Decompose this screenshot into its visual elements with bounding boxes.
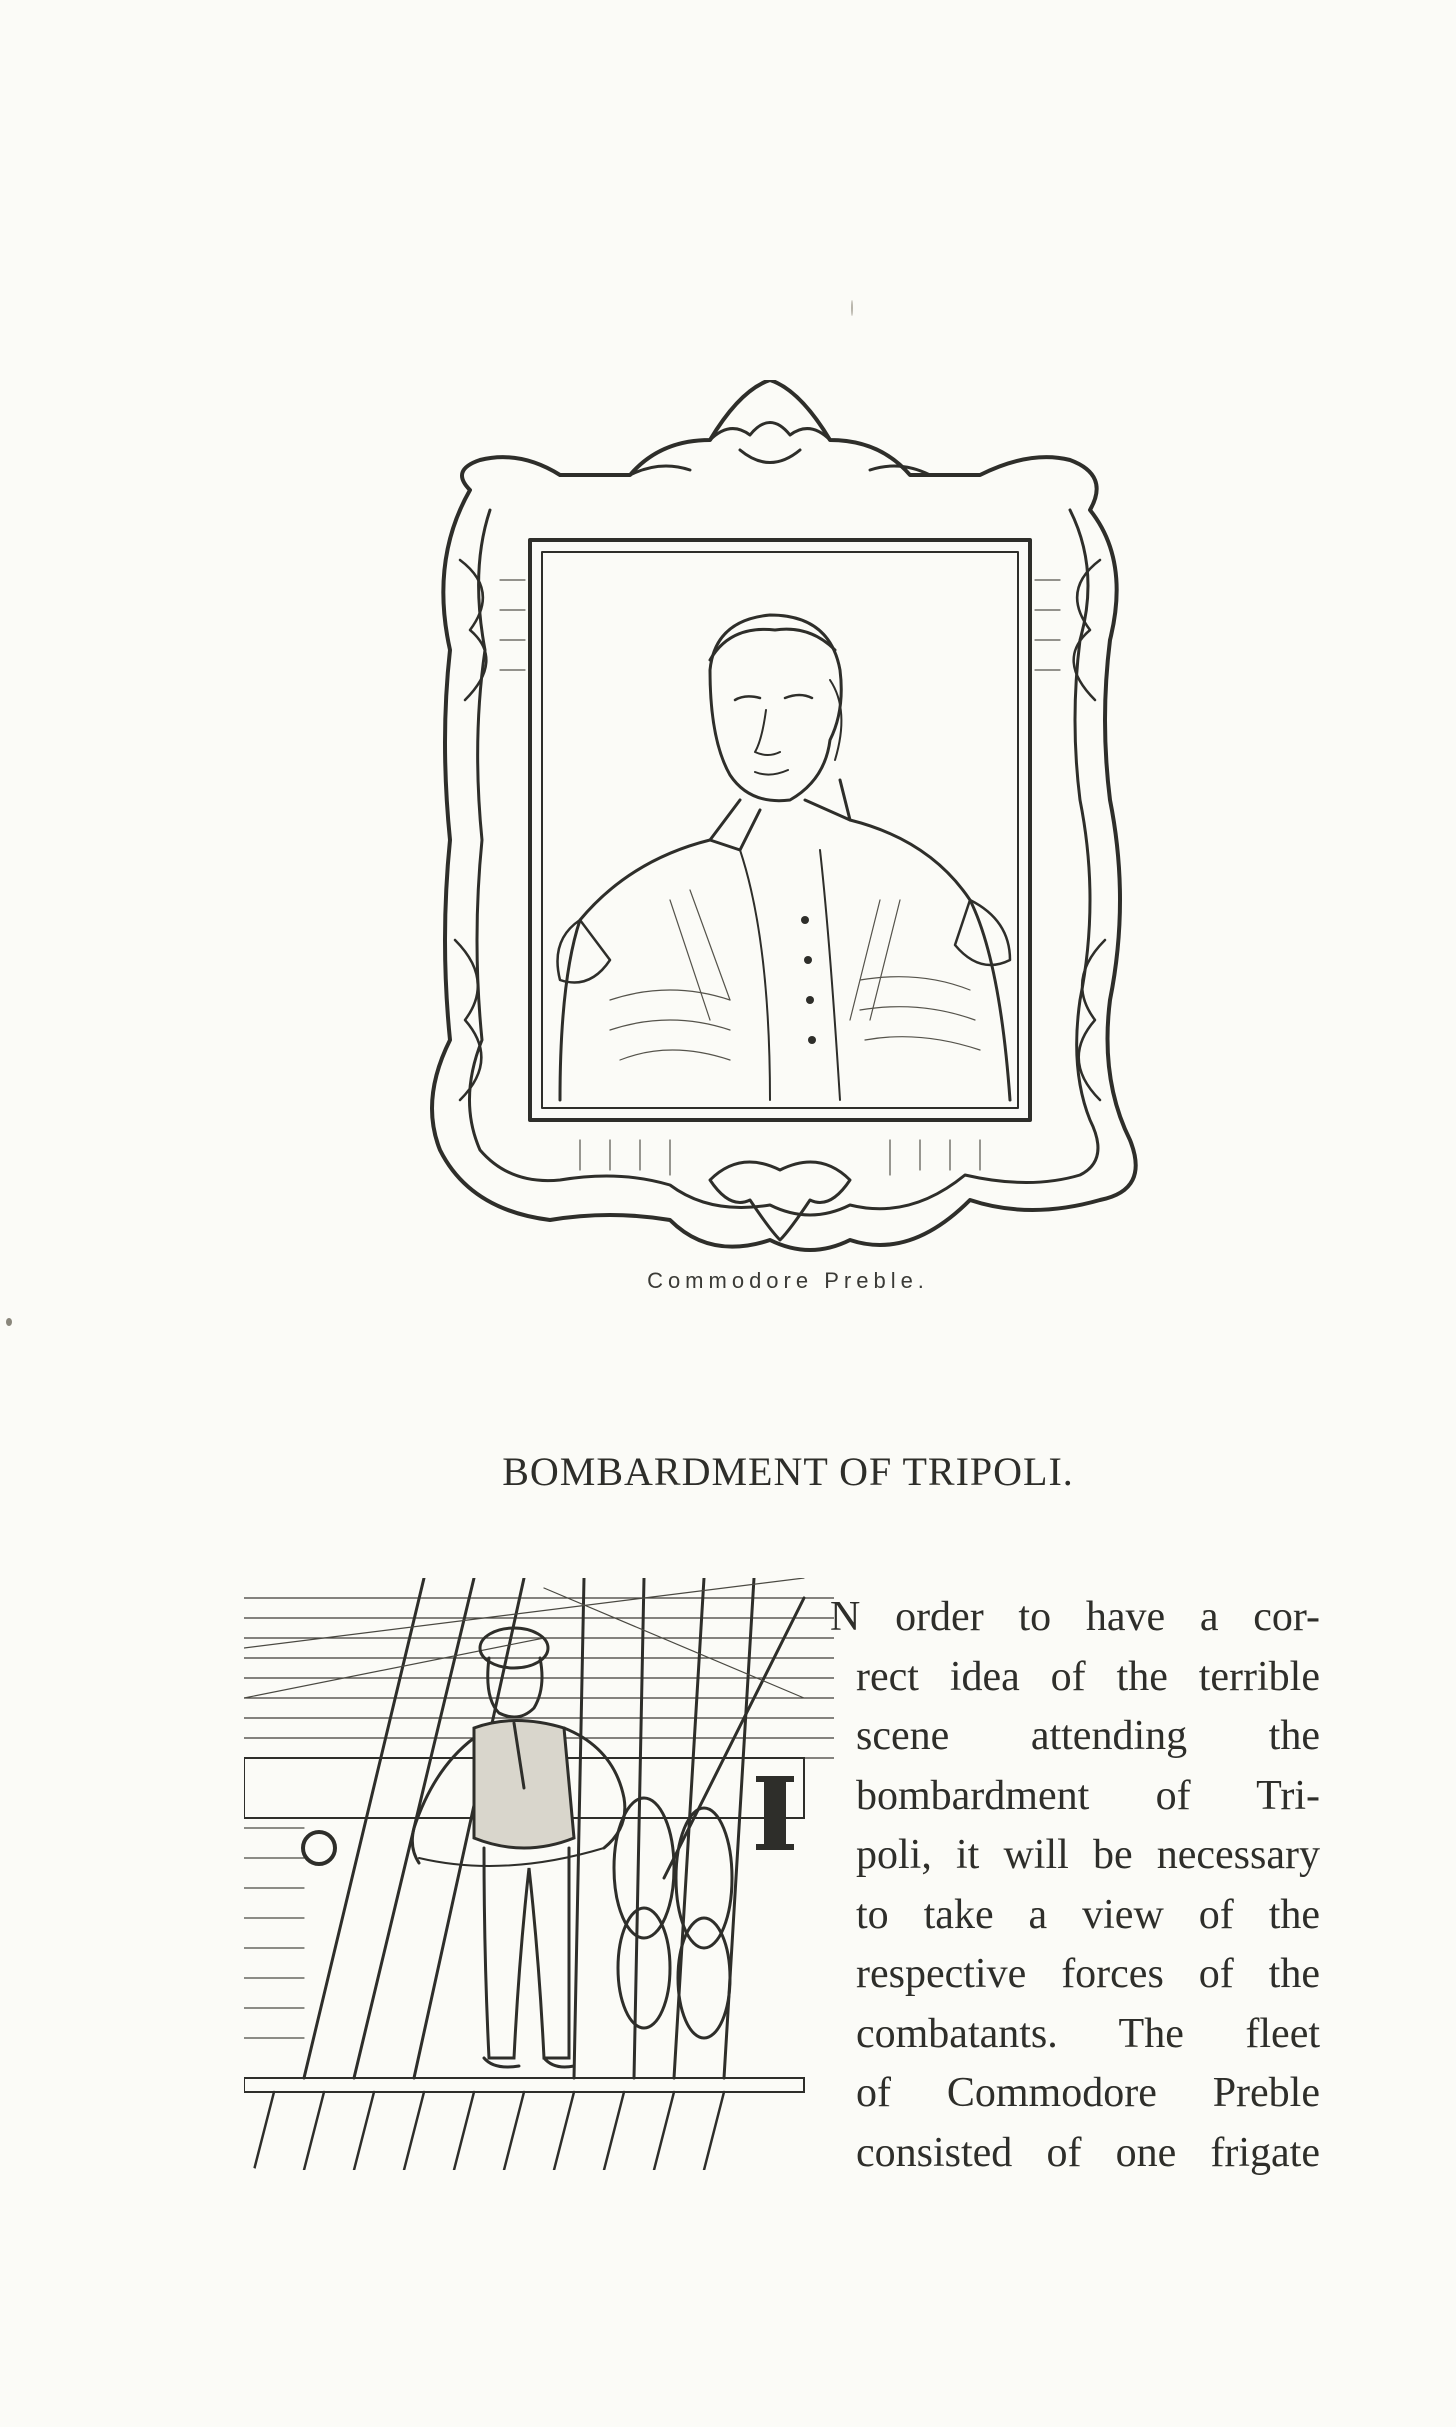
sailor-illustration xyxy=(244,1578,834,2170)
text-line: N order to have a cor- xyxy=(830,1594,1320,1640)
text-line: combatants. The fleet xyxy=(856,2010,1320,2057)
text-line: consisted of one frigate xyxy=(856,2129,1320,2176)
scan-speck xyxy=(6,1318,12,1326)
text-line: poli, it will be necessary xyxy=(856,1832,1320,1878)
text-line: of Commodore Preble xyxy=(856,2070,1320,2116)
scan-speck xyxy=(851,300,853,316)
body-paragraph xyxy=(830,1588,1320,2183)
text-line: to take a view of the xyxy=(856,1891,1320,1938)
text-line: respective forces of the xyxy=(856,1951,1320,1997)
chapter-title: BOMBARDMENT OF TRIPOLI. xyxy=(502,1449,1074,1494)
text-line: rect idea of the terrible xyxy=(856,1653,1320,1700)
portrait-engraving xyxy=(410,380,1150,1260)
text-line: scene attending the xyxy=(856,1713,1320,1759)
portrait-caption: Commodore Preble. xyxy=(647,1268,929,1293)
text-line: bombardment of Tri- xyxy=(856,1772,1320,1819)
